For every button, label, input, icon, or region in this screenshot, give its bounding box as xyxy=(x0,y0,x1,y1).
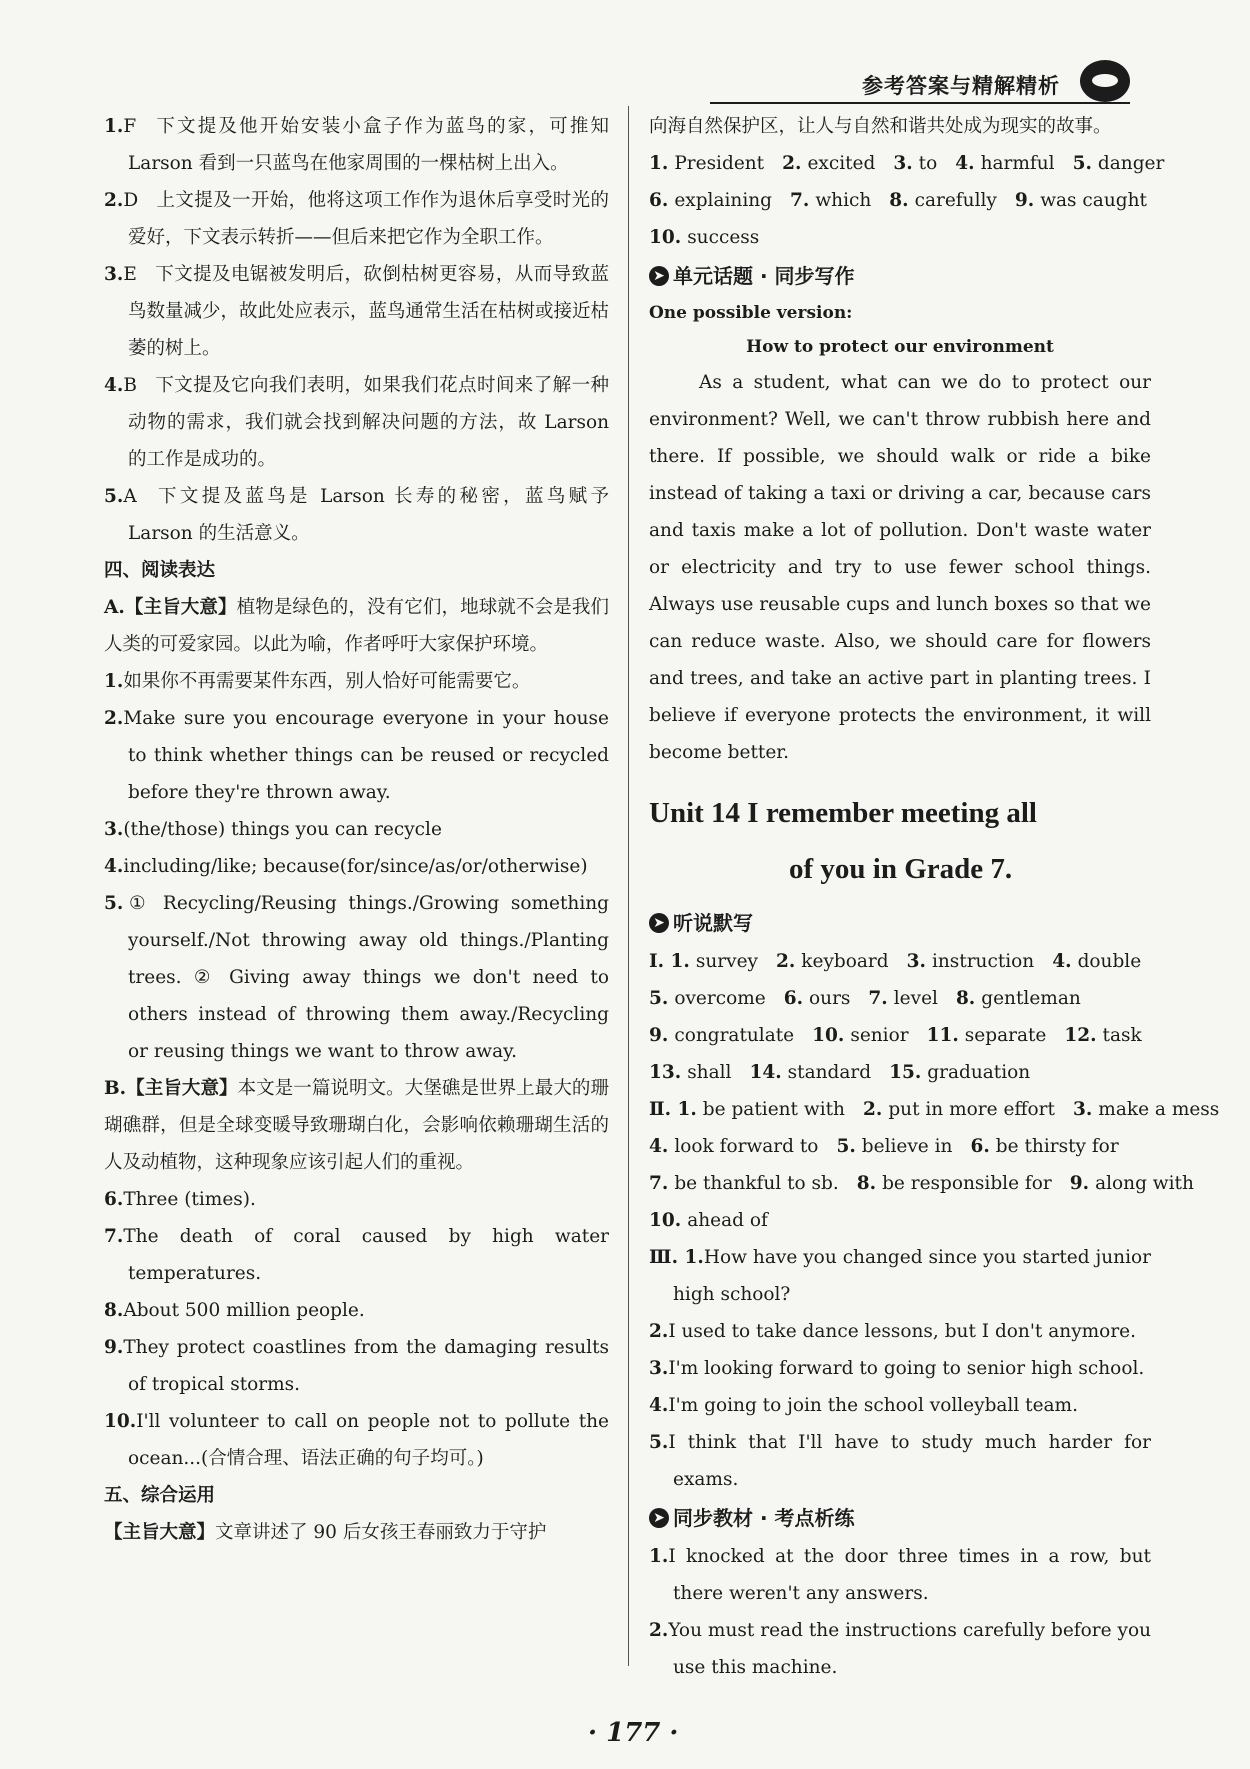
section-4-title: 四、阅读表达 xyxy=(104,560,216,581)
answer-item: 4.B 下文提及它向我们表明，如果我们花点时间来了解一种动物的需求，我们就会找到解决问题的方法，故 Larson 的工作是成功的。 xyxy=(104,375,609,470)
answer-item: 10.I'll volunteer to call on people not to pollute the ocean...(合情合理、语法正确的句子均可。) xyxy=(104,1411,609,1469)
answer-cell: 14. standard xyxy=(749,1062,872,1083)
answer-row xyxy=(649,1128,1151,1165)
answer-item: 3.(the/those) things you can recycle xyxy=(104,819,442,840)
textbook-heading: ➤ 同步教材 · 考点析练 xyxy=(649,1498,1151,1538)
answer-cell: 4. harmful xyxy=(955,153,1055,174)
answer-cell: 5. believe in xyxy=(836,1136,953,1157)
answer-cell: 8. gentleman xyxy=(955,988,1081,1009)
answer-cell: 7. which xyxy=(790,190,872,211)
header-rule xyxy=(710,102,1130,104)
answer-item: 2.I used to take dance lessons, but I don't anymore. xyxy=(649,1321,1136,1342)
answer-item: 4.I'm going to join the school volleyball team. xyxy=(649,1395,1078,1416)
version-label: One possible version: xyxy=(649,303,853,323)
answer-cell: 6. ours xyxy=(783,988,851,1009)
right-column xyxy=(649,108,1220,1686)
page-header xyxy=(710,58,1130,114)
answer-cell: 12. task xyxy=(1064,1025,1142,1046)
answer-cell: 10. ahead of xyxy=(649,1210,768,1231)
answer-cell: 3. make a mess xyxy=(1072,1099,1220,1120)
fill-in-answers xyxy=(649,145,1165,256)
answer-cell: 5. overcome xyxy=(649,988,766,1009)
answer-cell: 5. danger xyxy=(1072,153,1165,174)
answer-cell: 9. was caught xyxy=(1014,190,1147,211)
answer-item: 1.F 下文提及他开始安装小盒子作为蓝鸟的家，可推知 Larson 看到一只蓝鸟在他家周围的一棵枯树上出入。 xyxy=(104,116,609,174)
answer-row xyxy=(649,1202,1151,1239)
writing-heading: ➤ 单元话题 · 同步写作 xyxy=(649,256,1151,296)
section-5-continued: 向海自然保护区，让人与自然和谐共处成为现实的故事。 xyxy=(649,116,1112,137)
answer-row xyxy=(649,1091,1220,1128)
answer-cell: 10. success xyxy=(649,227,760,248)
answer-row xyxy=(649,145,1165,182)
answer-row xyxy=(649,219,1151,256)
answer-cell: 8. be responsible for xyxy=(856,1173,1052,1194)
answer-cell: 6. explaining xyxy=(649,190,773,211)
part-1-answers xyxy=(649,943,1151,1091)
page-number: · 177 · xyxy=(588,1718,679,1748)
section-5-summary: 【主旨大意】文章讲述了 90 后女孩王春丽致力于守护 xyxy=(104,1522,547,1543)
answer-item: 3.I'm looking forward to going to senior high school. xyxy=(649,1358,1145,1379)
answer-cell: 10. senior xyxy=(812,1025,909,1046)
header-title: 参考答案与精解精析 xyxy=(862,74,1060,98)
part-2-answers xyxy=(649,1091,1220,1239)
section-5-title: 五、综合运用 xyxy=(104,1485,216,1506)
answer-cell: 11. separate xyxy=(926,1025,1047,1046)
essay-title: How to protect our environment xyxy=(746,337,1054,357)
part-a-answers xyxy=(104,663,609,1070)
answer-cell: 4. look forward to xyxy=(649,1136,819,1157)
answer-cell: 2. excited xyxy=(782,153,876,174)
answer-item: 5.A 下文提及蓝鸟是 Larson 长寿的秘密，蓝鸟赋予 Larson 的生活意义。 xyxy=(104,486,609,544)
answer-item: 2.D 上文提及一开始，他将这项工作作为退休后享受时光的爱好，下文表示转折——但后来把它作为全职工作。 xyxy=(104,190,609,248)
answer-row xyxy=(649,1017,1151,1054)
answer-item: 6.Three (times). xyxy=(104,1189,256,1210)
answer-item: 5.① Recycling/Reusing things./Growing something yourself./Not throwing away old things./Planting trees. ② Giving away things we don't need to others instead of throwing them away./Recycling or reusing things we want to throw away. xyxy=(104,893,609,1062)
answer-item: 8.About 500 million people. xyxy=(104,1300,365,1321)
textbook-answers xyxy=(649,1538,1151,1686)
answer-row xyxy=(649,182,1151,219)
answer-item: 5.I think that I'll have to study much harder for exams. xyxy=(649,1432,1151,1490)
answer-row xyxy=(649,1054,1151,1091)
answer-cell: 3. to xyxy=(893,153,938,174)
answer-row xyxy=(649,980,1151,1017)
model-essay: As a student, what can we do to protect our environment? Well, we can't throw rubbish here and there. If possible, we should walk or ride a bike instead of taking a taxi or driving a car, because cars and taxis make a lot of pollution. Don't waste water or electricity and try to use fewer school things. Always use reusable cups and lunch boxes so that we can reduce waste. Also, we should care for flowers and trees, and take an active part in planting trees. I believe if everyone protects the environment, it will become better. xyxy=(649,372,1151,763)
answer-cell: 7. level xyxy=(868,988,938,1009)
answer-item: Ⅲ. 1.How have you changed since you started junior high school? xyxy=(649,1247,1151,1305)
part-a-summary: A.【主旨大意】植物是绿色的，没有它们，地球就不会是我们人类的可爱家园。以此为喻，作者呼吁大家保护环境。 xyxy=(104,597,609,655)
answer-cell: 8. carefully xyxy=(889,190,997,211)
column-divider xyxy=(628,106,629,1666)
answer-cell: Ⅱ. 1. be patient with xyxy=(649,1099,845,1120)
answer-cell: 9. along with xyxy=(1069,1173,1194,1194)
left-column xyxy=(104,108,609,1551)
answer-cell: 9. congratulate xyxy=(649,1025,795,1046)
answer-item: 2.Make sure you encourage everyone in your house to think whether things can be reused or recycled before they're thrown away. xyxy=(104,708,609,803)
arrow-right-icon: ➤ xyxy=(649,266,669,286)
cloze-answers xyxy=(104,108,609,552)
answer-cell: 6. be thirsty for xyxy=(970,1136,1119,1157)
answer-cell: Ⅰ. 1. survey xyxy=(649,951,758,972)
answer-item: 1.I knocked at the door three times in a row, but there weren't any answers. xyxy=(649,1546,1151,1604)
answer-item: 1.如果你不再需要某件东西，别人恰好可能需要它。 xyxy=(104,671,531,692)
answer-cell: 2. put in more effort xyxy=(862,1099,1055,1120)
part-3-answers xyxy=(649,1239,1151,1498)
answer-cell: 3. instruction xyxy=(906,951,1035,972)
answer-row xyxy=(649,1165,1194,1202)
answer-item: 4.including/like; because(for/since/as/or/otherwise) xyxy=(104,856,588,877)
arrow-right-icon: ➤ xyxy=(649,1508,669,1528)
answer-row xyxy=(649,943,1151,980)
part-b-answers xyxy=(104,1181,609,1477)
answer-cell: 4. double xyxy=(1052,951,1142,972)
answer-cell: 1. President xyxy=(649,153,765,174)
unit-title: Unit 14 I remember meeting all of you in Grade 7. xyxy=(649,797,1037,885)
answer-cell: 15. graduation xyxy=(889,1062,1031,1083)
arrow-right-icon: ➤ xyxy=(649,913,669,933)
answer-cell: 7. be thankful to sb. xyxy=(649,1173,839,1194)
answer-item: 7.The death of coral caused by high water temperatures. xyxy=(104,1226,609,1284)
answer-item: 9.They protect coastlines from the damaging results of tropical storms. xyxy=(104,1337,609,1395)
answer-item: 3.E 下文提及电锯被发明后，砍倒枯树更容易，从而导致蓝鸟数量减少，故此处应表示，蓝鸟通常生活在枯树或接近枯萎的树上。 xyxy=(104,264,610,359)
answer-cell: 13. shall xyxy=(649,1062,732,1083)
answer-item: 2.You must read the instructions carefully before you use this machine. xyxy=(649,1620,1151,1678)
part-b-summary: B.【主旨大意】本文是一篇说明文。大堡礁是世界上最大的珊瑚礁群，但是全球变暖导致珊瑚白化，会影响依赖珊瑚生活的人及动植物，这种现象应该引起人们的重视。 xyxy=(104,1078,609,1173)
answer-cell: 2. keyboard xyxy=(775,951,889,972)
publisher-logo-icon xyxy=(1080,60,1130,102)
listening-heading: ➤ 听说默写 xyxy=(649,903,1151,943)
